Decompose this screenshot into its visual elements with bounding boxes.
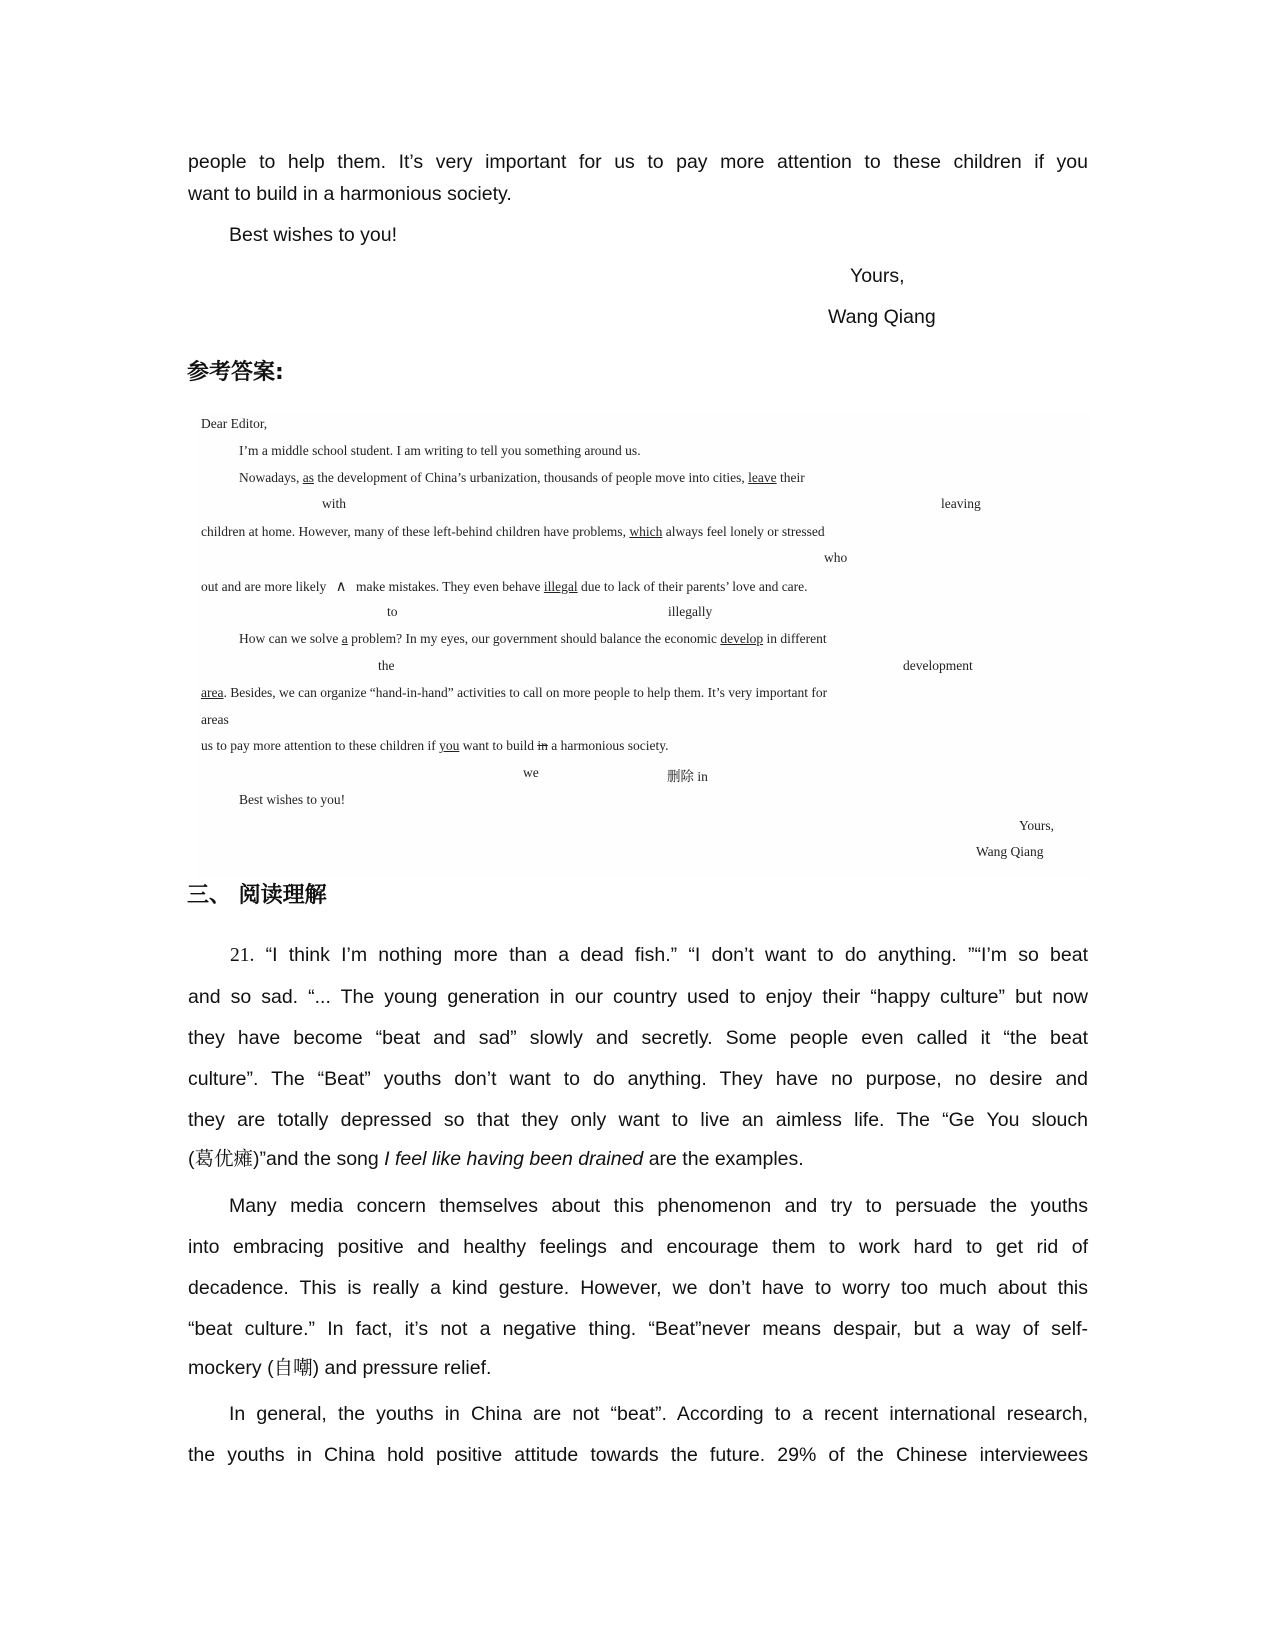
reading-p1-line-6: (葛优瘫)”and the song I feel like having been drained are the examples.: [188, 1148, 804, 1170]
letter-signature: Wang Qiang: [828, 306, 936, 328]
correction-we: we: [523, 765, 539, 780]
reading-p2-line-1: Many media concern themselves about this phenomenon and try to persuade the youths: [229, 1195, 1088, 1217]
reading-p2-line-2: into embracing positive and healthy feelings and encourage them to work hard to get rid of: [188, 1236, 1088, 1258]
reading-p2-line-5: mockery (自嘲) and pressure relief.: [188, 1357, 492, 1379]
answer-closing: Best wishes to you!: [239, 792, 346, 807]
correction-who: who: [824, 550, 848, 565]
answer-salutation: Dear Editor,: [201, 416, 268, 431]
correction-to: to: [387, 604, 398, 619]
correction-areas: areas: [201, 712, 229, 727]
reading-p3-line-2: the youths in China hold positive attitude towards the future. 29% of the Chinese interviewees: [188, 1444, 1088, 1466]
section-heading: 三、 阅读理解: [187, 883, 327, 908]
correction-development: development: [903, 658, 973, 673]
letter-closing: Best wishes to you!: [229, 224, 397, 246]
insert-caret: ∧: [335, 577, 347, 595]
answer-yours: Yours,: [1019, 818, 1055, 833]
answer-line-8: us to pay more attention to these children if you want to build in a harmonious society.: [201, 738, 669, 753]
reading-p2-line-4: “beat culture.” In fact, it’s not a negative thing. “Beat”never means despair, but a way of self-: [188, 1318, 1088, 1340]
answer-paragraph-1: I’m a middle school student. I am writing to tell you something around us.: [239, 443, 641, 458]
letter-line-2: want to build in a harmonious society.: [188, 183, 512, 205]
correction-illegally: illegally: [668, 604, 713, 619]
answer-line-4: children at home. However, many of these left-behind children have problems, which always feel lonely or stressed: [201, 524, 825, 539]
answer-line-5: out and are more likely ∧ make mistakes. They even behave illegal due to lack of their parents’ love and care.: [201, 577, 808, 595]
answer-line-6: How can we solve a problem? In my eyes, our government should balance the economic develop in different: [239, 631, 827, 646]
answer-signature: Wang Qiang: [976, 844, 1044, 859]
letter-yours: Yours,: [850, 265, 905, 287]
error-as: as: [302, 470, 314, 485]
error-develop: develop: [720, 631, 764, 646]
error-a: a: [341, 631, 348, 646]
reading-p1-line-2: and so sad. “... The young generation in our country used to enjoy their “happy culture” but now: [188, 986, 1088, 1008]
correction-the: the: [378, 658, 395, 673]
reading-p1-line-5: they are totally depressed so that they only want to live an aimless life. The “Ge You slouch: [188, 1109, 1088, 1131]
question-number: 21.: [230, 945, 255, 966]
error-area: area: [201, 685, 224, 700]
correction-leaving: leaving: [941, 496, 981, 511]
reading-p2-line-3: decadence. This is really a kind gesture. However, we don’t have to worry too much about this: [188, 1277, 1088, 1299]
correction-delete-in: 删除 in: [667, 769, 708, 784]
answer-line-3: Nowadays, as the development of China’s urbanization, thousands of people move into cities, leave their: [239, 470, 805, 485]
song-title: I feel like having been drained: [384, 1148, 644, 1170]
error-you: you: [439, 738, 460, 753]
letter-line-1: people to help them. It’s very important for us to pay more attention to these children if you: [188, 151, 1088, 173]
reading-p1-line-4: culture”. The “Beat” youths don’t want to do anything. They have no purpose, no desire and: [188, 1068, 1088, 1090]
reading-p3-line-1: In general, the youths in China are not “beat”. According to a recent international research,: [229, 1403, 1088, 1425]
correction-with: with: [322, 496, 347, 511]
error-leave: leave: [748, 470, 777, 485]
error-illegal: illegal: [543, 579, 578, 594]
error-in: in: [537, 738, 548, 753]
answer-heading: 参考答案:: [187, 360, 284, 385]
answer-line-7: area. Besides, we can organize “hand-in-hand” activities to call on more people to help them. It’s very important for: [201, 685, 828, 700]
error-which: which: [629, 524, 663, 539]
reading-p1-line-3: they have become “beat and sad” slowly and secretly. Some people even called it “the beat: [188, 1027, 1088, 1049]
reading-p1-line-1: 21. “I think I’m nothing more than a dead fish.” “I don’t want to do anything. ”“I’m so beat: [230, 944, 1088, 966]
